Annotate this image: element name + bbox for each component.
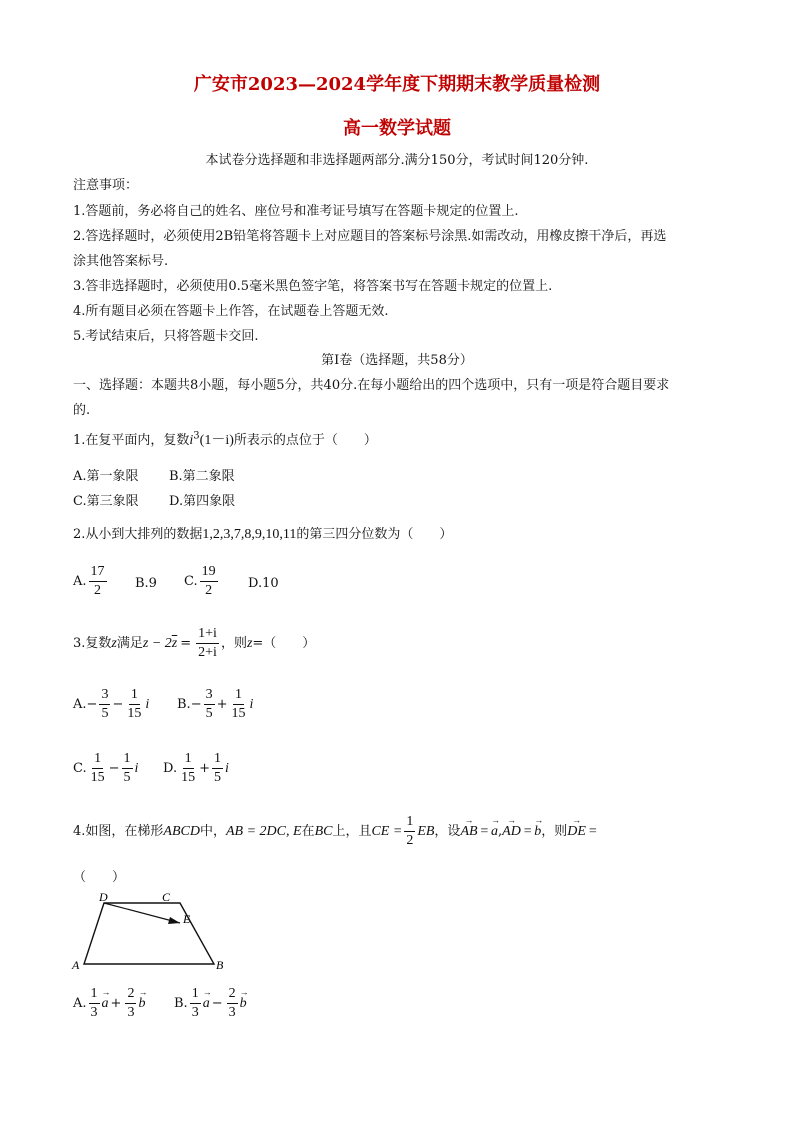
q4-text: 在 [301,824,315,839]
imag-unit: i [249,697,254,712]
eq: = [479,824,489,839]
vector-de: → DE [567,824,586,840]
q1-post: 所表示的点位于（ ） [233,433,377,448]
option-label: B. [177,697,191,712]
section-instructions-cont: 的. [73,403,91,418]
option-label: A. [73,574,87,589]
q4-answer-paren: （ ） [73,870,126,885]
arrow-head [168,917,180,924]
fraction: $\frac{1}{3}$ [191,986,199,1020]
q4-text: 上，且 [332,824,372,839]
q2-option-b: B.9 [135,576,157,591]
vector-b: → b [534,824,541,840]
q3-post: ，则 [220,636,247,651]
notice-item: 1.答题前，务必将自己的姓名、座位号和准考证号填写在答题卡规定的位置上. [73,204,519,219]
option-label: C. [184,574,198,589]
q2-data: 1,2,3,7,8,9,10,11 [202,527,297,542]
notice-item: 5.考试结束后，只将答题卡交回. [73,329,259,344]
q1-paren: (1－i) [199,433,234,448]
vector-ab: → AB [460,824,477,840]
operator: − [112,697,124,712]
fraction: $\frac{19}{2}$ [201,564,216,598]
q2-pre: 2.从小到大排列的数据 [73,527,203,542]
vertex-b-label: B [216,958,224,972]
q4-text: 中， [199,824,226,839]
vector-ad: → AD [502,824,521,840]
operator: + [199,761,210,776]
trapezoid-abcd [84,903,214,964]
exam-subtitle: 高一数学试题 [343,118,451,139]
q1-exponent: 3 [193,430,200,442]
vector-a: → a [491,824,498,840]
fraction: $\frac{3}{5}$ [101,687,109,721]
option-label: A. [73,996,87,1011]
imag-unit: i [134,761,139,776]
question-2 [73,523,452,543]
q4-cond: AB = 2DC, E [225,824,302,839]
vector-a: → a [102,996,109,1012]
fraction: $\frac{3}{5}$ [205,687,213,721]
q2-option-d: D.10 [248,576,279,591]
sign: − [86,697,98,712]
q4-text: ，设 [434,824,461,839]
q4-pre: 4.如图，在梯形 [73,824,164,839]
section-instructions: 一、选择题：本题共8小题，每小题5分，共40分.在每小题给出的四个选项中，只有一项是符合题目要求 [73,378,670,393]
fraction: $\frac{1}{15}$ [127,687,142,721]
fraction: $\frac{1}{3}$ [90,986,98,1020]
q4-option-b [174,985,247,1022]
question-1 [73,429,377,449]
q3-post-tail: =（ ） [252,636,316,651]
q2-option-a [73,563,109,600]
q1-option-b: B.第二象限 [169,469,235,484]
fraction: $\frac{1}{5}$ [123,751,131,785]
imag-unit: i [145,697,150,712]
fraction: $\frac{1}{15}$ [181,751,196,785]
operator: + [110,996,122,1011]
q4-eb: EB [417,824,435,839]
fraction: $\frac{1+i}{2+i}$ [198,626,217,660]
fraction: $\frac{1}{2}$ [406,814,414,848]
q3-zbar: $\overline{z}$ [171,636,178,651]
q1-pre: 1.在复平面内，复数 [73,433,190,448]
comma: , [498,824,503,839]
question-4 [73,813,597,850]
q3-option-d [163,750,229,787]
notice-item: 涂其他答案标号. [73,254,169,269]
vector-b: → b [240,996,247,1012]
option-label: D. [163,761,178,776]
operator: − [211,996,223,1011]
option-label: B. [174,996,188,1011]
notice-heading: 注意事项： [73,178,139,193]
q1-i: i [189,433,194,448]
q3-eq-sign: = [180,636,192,651]
notice-item: 4.所有题目必须在答题卡上作答，在试题卷上答题无效. [73,304,389,319]
q4-bc: BC [314,824,333,839]
q4-text: ，则 [541,824,568,839]
q2-option-c [184,563,220,600]
q3-eq-left: z − 2 [142,636,172,651]
vertex-a-label: A [72,958,80,972]
q2-post: 的第三四分位数为（ ） [296,527,453,542]
q1-option-c: C.第三象限 [73,494,139,509]
q4-option-a [73,985,145,1022]
vertex-d-label: D [99,890,108,904]
q3-option-c [73,750,138,787]
point-e-label: E [183,912,191,926]
vector-a: → a [203,996,210,1012]
fraction: $\frac{2}{3}$ [228,986,236,1020]
fraction: $\frac{17}{2}$ [90,564,105,598]
question-3 [73,625,315,662]
option-label: C. [73,761,87,776]
q3-pre: 3.复数 [73,636,112,651]
q4-abcd: ABCD [163,824,200,839]
q3-option-b [177,686,253,723]
fraction: $\frac{1}{5}$ [214,751,221,785]
notice-item: 3.答非选择题时，必须使用0.5毫米黑色签字笔，将答案书写在答题卡规定的位置上. [73,279,553,294]
operator: + [216,697,228,712]
eq: = [587,824,598,839]
segment-de [104,903,180,923]
imag-unit: i [225,761,229,776]
sign: − [190,697,202,712]
exam-intro: 本试卷分选择题和非选择题两部分.满分150分，考试时间120分钟. [205,153,589,168]
vertex-c-label: C [162,890,171,904]
q1-option-a: A.第一象限 [73,469,139,484]
trapezoid-figure [66,886,236,976]
fraction: $\frac{2}{3}$ [127,986,135,1020]
q3-z: z [111,636,117,651]
fraction: $\frac{1}{15}$ [231,687,246,721]
q3-mid: 满足 [116,636,143,651]
q4-ce: CE = [371,824,403,839]
q1-option-d: D.第四象限 [169,494,236,509]
fraction: $\frac{1}{15}$ [90,751,105,785]
vector-b: → b [138,996,145,1012]
q3-option-a [73,686,149,723]
option-label: A. [73,697,87,712]
q3-post-z: z [246,636,253,651]
exam-title: 广安市2023—2024学年度下期期末教学质量检测 [193,74,601,95]
operator: − [108,761,120,776]
eq: = [522,824,533,839]
section-title: 第Ⅰ卷（选择题，共58分） [321,353,473,368]
notice-item: 2.答选择题时，必须使用2B铅笔将答题卡上对应题目的答案标号涂黑.如需改动，用橡皮擦干净后，再选 [73,229,667,244]
